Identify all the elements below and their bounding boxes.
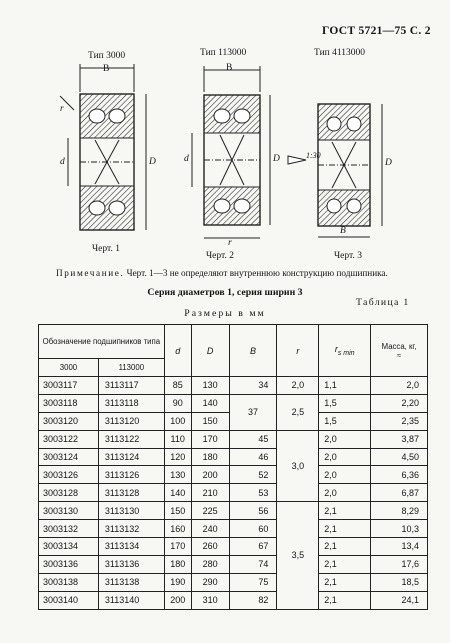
cell-type-3000: 3003117 [39,377,99,395]
cell-type-113000: 3113120 [98,412,164,430]
dim-label-b-fig3: B [340,226,346,236]
cell-b: 45 [229,430,277,448]
cell-outer-d: 260 [191,538,229,556]
cell-rsmin: 2,1 [319,520,371,538]
cell-type-113000: 3113117 [98,377,164,395]
cell-b: 75 [229,573,277,591]
bearing-dimensions-table [38,324,428,610]
cell-outer-d: 180 [191,448,229,466]
cell-mass: 13,4 [371,538,428,556]
cell-outer-d: 240 [191,520,229,538]
document-code: ГОСТ 5721—75 С. 2 [322,25,431,37]
cell-b: 67 [229,538,277,556]
note [56,266,436,280]
cell-outer-d: 150 [191,412,229,430]
cell-outer-d: 140 [191,394,229,412]
cell-d: 130 [164,466,191,484]
header-mass-label: Масса, кг, [381,341,417,351]
figure-3-type-label: Тип 4113000 [314,48,366,58]
header-mass [371,325,428,377]
cell-type-113000: 3113128 [98,484,164,502]
cell-mass: 2,35 [371,412,428,430]
cell-b: 52 [229,466,277,484]
figure-2-caption: Черт. 2 [206,251,234,261]
cell-rsmin: 2,1 [319,555,371,573]
cell-mass: 17,6 [371,555,428,573]
cell-r-merged: 3,0 [277,430,319,502]
cell-d: 140 [164,484,191,502]
cell-d: 180 [164,555,191,573]
figure-1-caption: Черт. 1 [92,244,120,254]
cell-b: 82 [229,591,277,609]
cell-b: 60 [229,520,277,538]
cell-type-3000: 3003136 [39,555,99,573]
cell-rsmin: 1,5 [319,394,371,412]
cell-b-merged: 37 [229,394,277,430]
table-row [39,520,428,538]
table-row [39,591,428,609]
cell-outer-d: 200 [191,466,229,484]
cell-rsmin: 1,5 [319,412,371,430]
cell-b: 53 [229,484,277,502]
cell-mass: 6,36 [371,466,428,484]
cell-d: 90 [164,394,191,412]
header-type-3000: 3000 [39,359,99,377]
cell-outer-d: 290 [191,573,229,591]
header-type-113000: 113000 [98,359,164,377]
figure-2-type-label: Тип 113000 [200,48,247,58]
cell-rsmin: 2,0 [319,466,371,484]
header-rsmin-main: r [334,344,338,355]
cell-type-113000: 3113130 [98,502,164,520]
note-label: Примечание. [56,268,125,278]
dim-label-b-fig2: B [226,63,233,73]
header-r: r [277,325,319,377]
cell-d: 190 [164,573,191,591]
dim-label-b-fig1: B [103,64,110,74]
cell-outer-d: 310 [191,591,229,609]
cell-r: 2,0 [277,377,319,395]
cell-mass: 18,5 [371,573,428,591]
cell-type-3000: 3003130 [39,502,99,520]
cell-rsmin: 1,1 [319,377,371,395]
cell-r-merged: 2,5 [277,394,319,430]
cell-mass: 8,29 [371,502,428,520]
header-mass-approx: ≈ [396,350,402,360]
bearing-figure-3 [288,104,382,237]
cell-d: 85 [164,377,191,395]
cell-mass: 4,50 [371,448,428,466]
cell-b: 34 [229,377,277,395]
cell-type-113000: 3113122 [98,430,164,448]
cell-type-3000: 3003126 [39,466,99,484]
cell-d: 160 [164,520,191,538]
cell-type-3000: 3003132 [39,520,99,538]
cell-rsmin: 2,1 [319,538,371,556]
header-rsmin-sub: s min [337,349,355,357]
cell-outer-d: 225 [191,502,229,520]
cell-d: 100 [164,412,191,430]
note-text: Черт. 1—3 не определяют внутреннюю конструкцию подшипника. [126,268,388,278]
bearing-figure-2 [192,66,270,238]
cell-b: 46 [229,448,277,466]
cell-rsmin: 2,0 [319,430,371,448]
cell-mass: 2,20 [371,394,428,412]
cell-outer-d: 170 [191,430,229,448]
units-caption: Размеры в мм [184,308,266,319]
cell-r-merged: 3,5 [277,502,319,609]
cell-d: 120 [164,448,191,466]
cell-type-3000: 3003120 [39,412,99,430]
bearing-drawings [0,0,450,265]
cell-d: 200 [164,591,191,609]
cell-type-113000: 3113136 [98,555,164,573]
dim-label-d-fig2: d [184,154,189,164]
table-row [39,430,428,448]
cell-type-3000: 3003124 [39,448,99,466]
cell-mass: 6,87 [371,484,428,502]
cell-type-3000: 3003122 [39,430,99,448]
cell-mass: 2,0 [371,377,428,395]
cell-type-3000: 3003134 [39,538,99,556]
cell-mass: 3,87 [371,430,428,448]
table-number: Таблица 1 [356,297,410,308]
dim-label-r-fig2: r [228,238,232,248]
table-row [39,466,428,484]
cell-type-3000: 3003138 [39,573,99,591]
cell-rsmin: 2,1 [319,591,371,609]
header-b: B [229,325,277,377]
dim-label-outer-d-fig2: D [273,154,280,164]
cell-rsmin: 2,0 [319,484,371,502]
cell-d: 150 [164,502,191,520]
cell-outer-d: 280 [191,555,229,573]
cell-type-3000: 3003118 [39,394,99,412]
dim-label-outer-d-fig1: D [149,157,156,167]
cell-type-113000: 3113134 [98,538,164,556]
cell-type-113000: 3113132 [98,520,164,538]
table-row [39,502,428,520]
table-row [39,573,428,591]
table-row [39,448,428,466]
table-row [39,377,428,395]
cell-type-113000: 3113138 [98,573,164,591]
figure-1-type-label: Тип 3000 [88,51,126,61]
cell-mass: 24,1 [371,591,428,609]
cell-rsmin: 2,0 [319,448,371,466]
cell-type-113000: 3113140 [98,591,164,609]
cell-mass: 10,3 [371,520,428,538]
dim-label-outer-d-fig3: D [385,158,392,168]
dim-label-taper-fig3: 1:30 [306,151,321,160]
cell-rsmin: 2,1 [319,502,371,520]
table-row [39,484,428,502]
dim-label-r-fig1: r [60,104,64,114]
figure-3-caption: Черт. 3 [334,251,362,261]
header-designation: Обозначение подшипников типа [39,325,165,359]
bearing-figure-1 [60,64,146,230]
cell-type-113000: 3113124 [98,448,164,466]
header-d: d [164,325,191,377]
header-rsmin [319,325,371,377]
dim-label-d-fig1: d [60,157,65,167]
cell-outer-d: 210 [191,484,229,502]
cell-type-113000: 3113126 [98,466,164,484]
cell-type-3000: 3003128 [39,484,99,502]
series-title: Серия диаметров 1, серия ширин 3 [147,287,303,298]
header-outer-d: D [191,325,229,377]
cell-b: 56 [229,502,277,520]
cell-b: 74 [229,555,277,573]
cell-type-3000: 3003140 [39,591,99,609]
table-row [39,394,428,412]
cell-d: 170 [164,538,191,556]
cell-type-113000: 3113118 [98,394,164,412]
cell-d: 110 [164,430,191,448]
table-row [39,538,428,556]
cell-rsmin: 2,1 [319,573,371,591]
cell-outer-d: 130 [191,377,229,395]
table-row [39,555,428,573]
